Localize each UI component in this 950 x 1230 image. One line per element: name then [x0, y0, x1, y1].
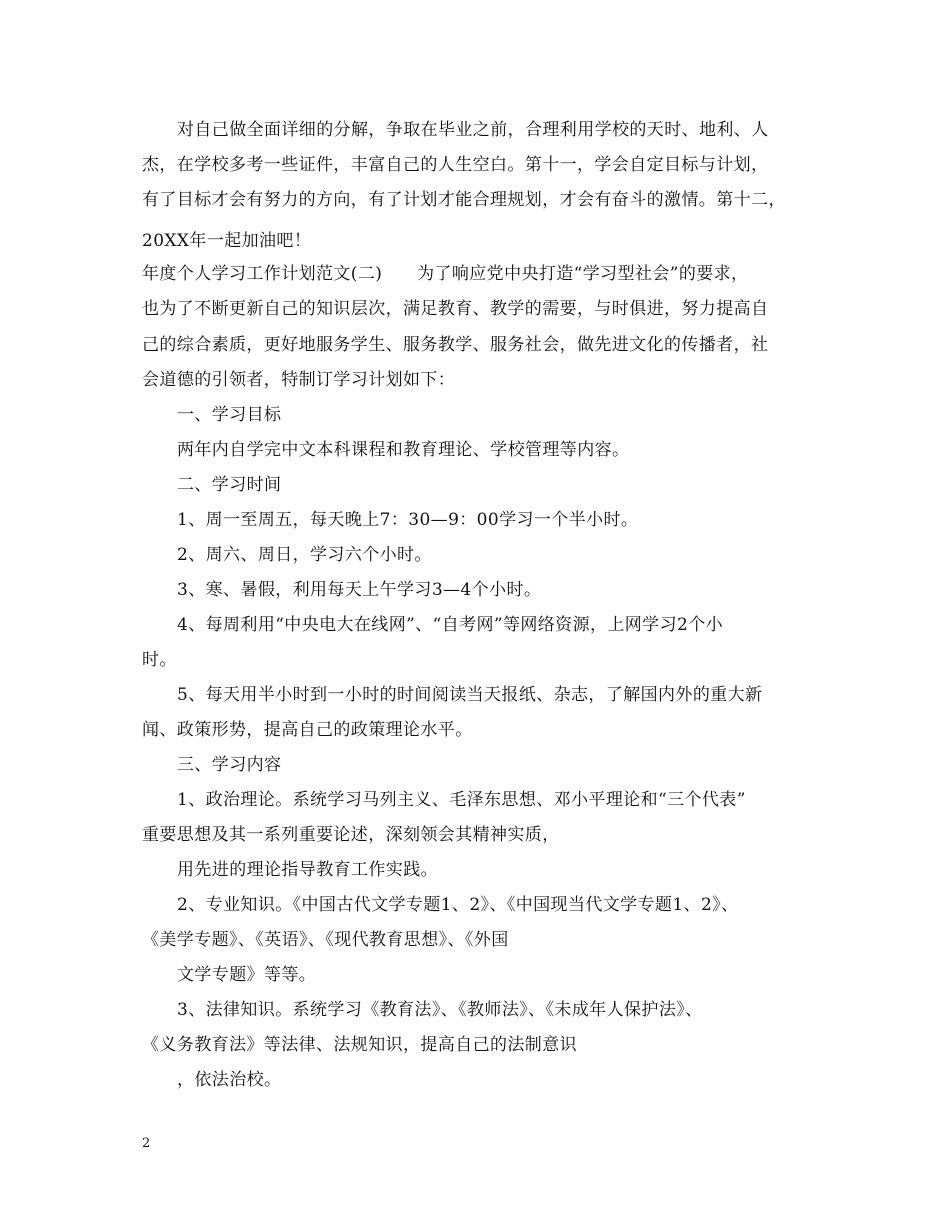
text-line: ，依法治校。 [177, 1070, 282, 1090]
text-line: 对自己做全面详细的分解，争取在毕业之前，合理利用学校的天时、地利、人 [177, 120, 769, 140]
list-item: 4、每周利用“中央电大在线网”、“自考网”等网络资源，上网学习2个小 [177, 615, 723, 635]
text-line: 《美学专题》、《英语》、《现代教育思想》、《外国 [142, 930, 509, 950]
heading-study-content: 三、学习内容 [177, 755, 282, 775]
list-item: 3、寒、暑假，利用每天上午学习3—4个小时。 [177, 580, 542, 600]
list-item: 5、每天用半小时到一小时的时间阅读当天报纸、杂志，了解国内外的重大新 [177, 685, 763, 705]
text-line: 有了目标才会有努力的方向，有了计划才能合理规划，才会有奋斗的激情。第十二， [142, 190, 786, 210]
heading-study-goal: 一、学习目标 [177, 405, 282, 425]
list-item: 2、周六、周日，学习六个小时。 [177, 545, 432, 565]
text-line: 用先进的理论指导教育工作实践。 [177, 860, 438, 880]
text-line: 杰，在学校多考一些证件，丰富自己的人生空白。第十一，学会自定目标与计划， [142, 155, 769, 175]
text-line: 己的综合素质，更好地服务学生、服务教学、服务社会，做先进文化的传播者，社 [142, 335, 769, 355]
text-line: 也为了不断更新自己的知识层次，满足教育、教学的需要，与时俱进，努力提高自 [142, 299, 769, 319]
list-item: 1、周一至周五，每天晚上7：30—9：00学习一个半小时。 [177, 510, 639, 530]
page-number: 2 [142, 1136, 151, 1151]
list-item: 3、法律知识。系统学习《教育法》、《教师法》、《未成年人保护法》、 [177, 1000, 703, 1020]
list-item: 1、政治理论。系统学习马列主义、毛泽东思想、邓小平理论和“三个代表” [177, 790, 746, 810]
text-line: 时。 [142, 650, 177, 670]
text-line: 会道德的引领者，特制订学习计划如下： [142, 370, 456, 390]
text-line: 两年内自学完中文本科课程和教育理论、学校管理等内容。 [177, 440, 630, 460]
text-line: 闻、政策形势，提高自己的政策理论水平。 [142, 720, 473, 740]
heading-study-time: 二、学习时间 [177, 475, 282, 495]
text-line: 重要思想及其一系列重要论述，深刻领会其精神实质， [142, 825, 560, 845]
text-line: 《义务教育法》等法律、法规知识，提高自己的法制意识 [142, 1035, 577, 1055]
text-line: 文学专题》等等。 [177, 965, 317, 985]
list-item: 2、专业知识。《中国古代文学专题1、2》、《中国现当代文学专题1、2》、 [177, 895, 739, 915]
text-line: 20XX年一起加油吧！ [142, 231, 312, 251]
section-title-line: 年度个人学习工作计划范文(二) 为了响应党中央打造“学习型社会”的要求， [142, 264, 749, 284]
